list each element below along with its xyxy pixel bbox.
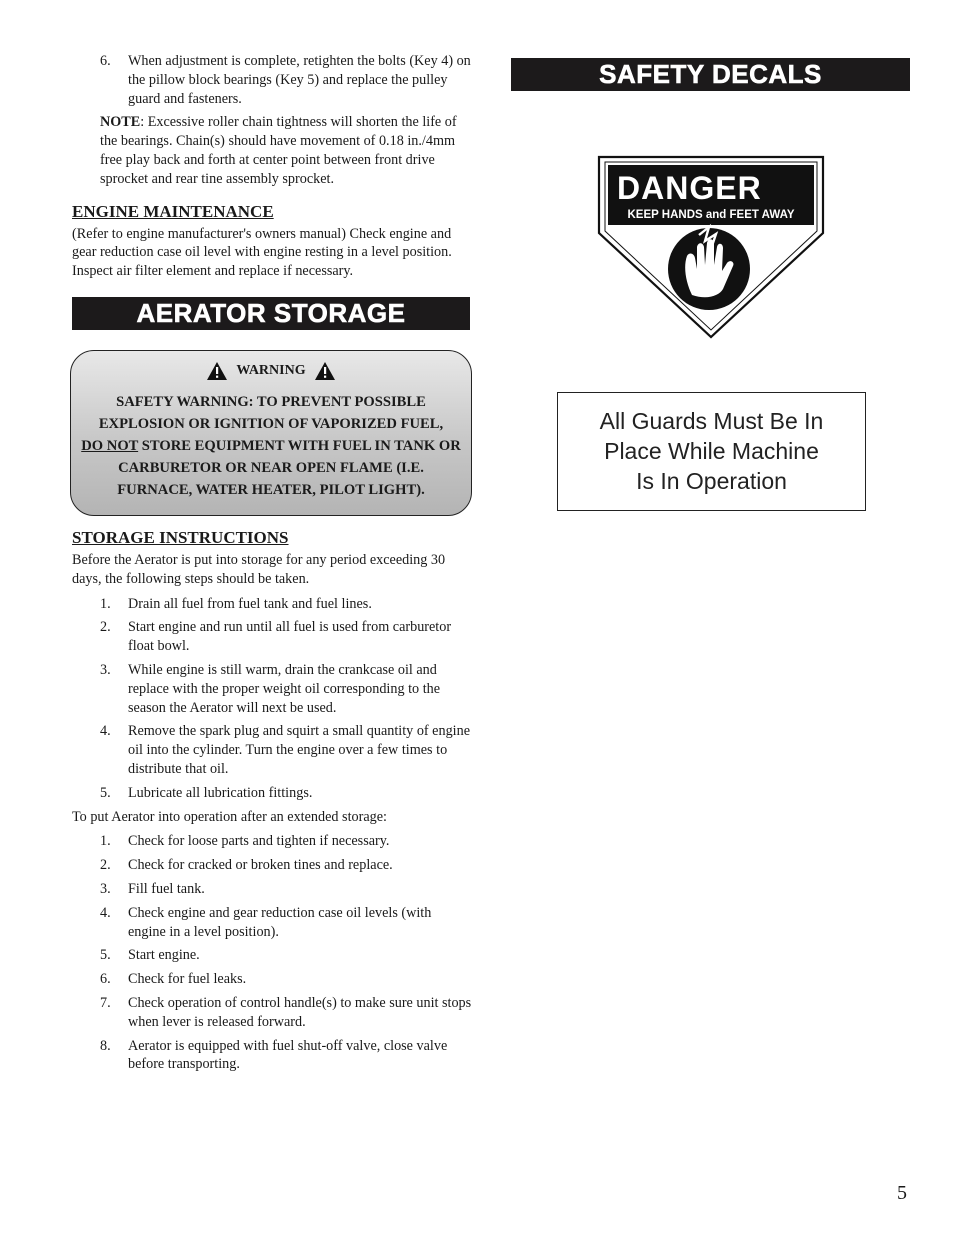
step-number: 2. <box>100 857 111 874</box>
step-number: 6. <box>100 971 111 988</box>
step-text: Drain all fuel from fuel tank and fuel lines. <box>128 595 372 612</box>
list-item <box>72 856 472 875</box>
warning-text <box>79 391 463 501</box>
storage-intro: Before the Aerator is put into storage for any period exceeding 30 days, the following steps should be taken. <box>72 551 446 587</box>
step-number: 6. <box>100 53 111 69</box>
warning-label: WARNING <box>236 362 306 378</box>
list-item <box>72 618 472 656</box>
operation-steps-list <box>72 832 472 1074</box>
step-text: Remove the spark plug and squirt a small quantity of engine oil into the cylinder. Turn the engine over a few times to distribute that oil. <box>128 723 471 777</box>
list-item <box>72 880 472 899</box>
step-number: 3. <box>100 661 111 678</box>
list-item <box>72 52 472 108</box>
step-number: 7. <box>100 994 111 1011</box>
list-item <box>72 1037 472 1075</box>
warning-triangle-icon <box>314 361 336 381</box>
step-number: 1. <box>100 595 111 612</box>
step-text: Check for fuel leaks. <box>128 971 247 988</box>
guards-line3: Is In Operation <box>636 468 787 494</box>
left-column <box>72 52 472 1079</box>
engine-maintenance-heading: ENGINE MAINTENANCE <box>72 201 274 221</box>
adjustment-steps <box>72 52 472 108</box>
list-item <box>72 595 472 614</box>
list-item <box>72 832 472 851</box>
step-number: 2. <box>100 619 111 636</box>
engine-maintenance-body: (Refer to engine manufacturer's owners manual) Check engine and gear reduction case oil level with engine resting in a level position. Inspect air filter element and replace if necessary. <box>72 225 452 280</box>
step-text: Check for loose parts and tighten if necessary. <box>128 833 390 850</box>
step-number: 5. <box>100 947 111 964</box>
step-text: Check operation of control handle(s) to make sure unit stops when lever is released forward. <box>128 994 472 1030</box>
storage-steps-list <box>72 595 472 803</box>
step-text: Start engine and run until all fuel is used from carburetor float bowl. <box>128 619 452 655</box>
list-item <box>72 722 472 778</box>
list-item <box>72 661 472 717</box>
decal-title: DANGER <box>617 170 762 206</box>
step-number: 4. <box>100 904 111 921</box>
operation-intro: To put Aerator into operation after an extended storage: <box>72 808 387 825</box>
step-text: When adjustment is complete, retighten the bolts (Key 4) on the pillow block bearings (Key 5) and replace the pulley guard and fasteners. <box>128 53 471 107</box>
warning-do-not: DO NOT <box>81 437 139 454</box>
note-label: NOTE <box>100 114 141 131</box>
page-number: 5 <box>897 1182 907 1204</box>
warning-header <box>79 360 463 382</box>
list-item <box>72 784 472 803</box>
step-number: 4. <box>100 723 111 740</box>
warning-triangle-icon <box>206 361 228 381</box>
warning-line1: SAFETY WARNING: TO PREVENT POSSIBLE EXPLOSION OR IGNITION OF VAPORIZED FUEL, <box>98 393 444 432</box>
step-text: While engine is still warm, drain the crankcase oil and replace with the proper weight oil corresponding to the season the Aerator will next be used. <box>128 661 441 716</box>
aerator-storage-banner: AERATOR STORAGE <box>72 297 470 330</box>
guards-line1: All Guards Must Be In <box>599 408 824 434</box>
guards-notice-box <box>557 392 866 511</box>
note-text: : Excessive roller chain tightness will shorten the life of the bearings. Chain(s) should have movement of 0.18 in./4mm free play back and forth at center point between front drive sprocket and rear tine assembly sprocket. <box>100 114 457 187</box>
danger-decal <box>595 155 827 341</box>
guards-line2: Place While Machine <box>604 438 819 464</box>
list-item <box>72 904 472 942</box>
step-text: Check for cracked or broken tines and replace. <box>128 857 393 874</box>
safety-decals-banner: SAFETY DECALS <box>511 58 910 91</box>
step-text: Aerator is equipped with fuel shut-off valve, close valve before transporting. <box>128 1037 448 1073</box>
list-item <box>72 946 472 965</box>
step-text: Check engine and gear reduction case oil levels (with engine in a level position). <box>128 904 432 940</box>
step-text: Lubricate all lubrication fittings. <box>128 784 313 801</box>
step-number: 5. <box>100 784 111 801</box>
step-number: 3. <box>100 880 111 897</box>
warning-box <box>70 350 472 516</box>
list-item <box>72 994 472 1032</box>
step-number: 1. <box>100 833 111 850</box>
note-paragraph <box>100 113 472 188</box>
step-text: Fill fuel tank. <box>128 880 205 897</box>
list-item <box>72 970 472 989</box>
storage-instructions-heading: STORAGE INSTRUCTIONS <box>72 527 289 547</box>
step-number: 8. <box>100 1037 111 1054</box>
step-text: Start engine. <box>128 947 200 964</box>
right-column <box>511 58 910 511</box>
warning-line2: STORE EQUIPMENT WITH FUEL IN TANK OR CARBURETOR OR NEAR OPEN FLAME (I.E. FURNACE, WATER HEATER, PILOT LIGHT). <box>117 437 461 498</box>
decal-subtitle: KEEP HANDS and FEET AWAY <box>627 209 795 221</box>
